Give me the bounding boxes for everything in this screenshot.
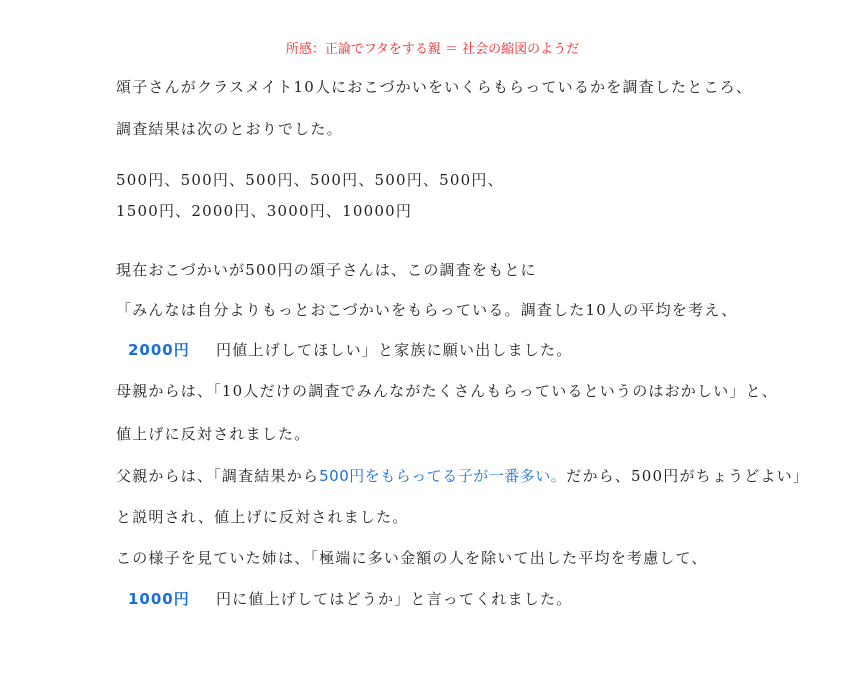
sister-line-1: この様子を見ていた姉は、「極端に多い金額の人を除いて出した平均を考慮して、 — [116, 549, 708, 567]
sister-line-2 — [116, 589, 572, 609]
claim-amount-answer: 2000円 — [128, 341, 190, 359]
mother-line-1: 母親からは、「10人だけの調査でみんながたくさんもらっているというのはおかしい」と、 — [116, 382, 778, 400]
claim-line-2: 「みんなは自分よりもっとおこづかいをもらっている。調査した10人の平均を考え、 — [116, 301, 738, 319]
claim-line-3-text: 円値上げしてほしい」と家族に願い出しました。 — [216, 341, 573, 359]
page-title: 所感：正論でフタをする親 ＝ 社会の縮図のようだ — [285, 42, 580, 57]
data-row-1: 500円、500円、500円、500円、500円、500円、 — [116, 171, 504, 189]
sister-line-2-text: 円に値上げしてはどうか」と言ってくれました。 — [216, 590, 573, 608]
intro-line-1: 頌子さんがクラスメイト10人におこづかいをいくらもらっているかを調査したところ、 — [116, 78, 753, 96]
sister-amount-answer: 1000円 — [128, 590, 190, 608]
data-row-2: 1500円、2000円、3000円、10000円 — [116, 202, 413, 220]
intro-line-2: 調査結果は次のとおりでした。 — [116, 120, 343, 138]
claim-line-1: 現在おこづかいが500円の頌子さんは、この調査をもとに — [116, 261, 537, 279]
father-line-1-suffix: だから、500円がちょうどよい」 — [566, 467, 810, 485]
claim-line-3 — [116, 340, 572, 360]
father-line-2: と説明され、値上げに反対されました。 — [116, 508, 409, 526]
mother-line-2: 値上げに反対されました。 — [116, 425, 311, 443]
father-highlight: 500円をもらってる子が一番多い。 — [319, 467, 567, 485]
father-line-1-prefix: 父親からは、「調査結果から — [116, 467, 320, 485]
father-line-1 — [116, 466, 809, 486]
